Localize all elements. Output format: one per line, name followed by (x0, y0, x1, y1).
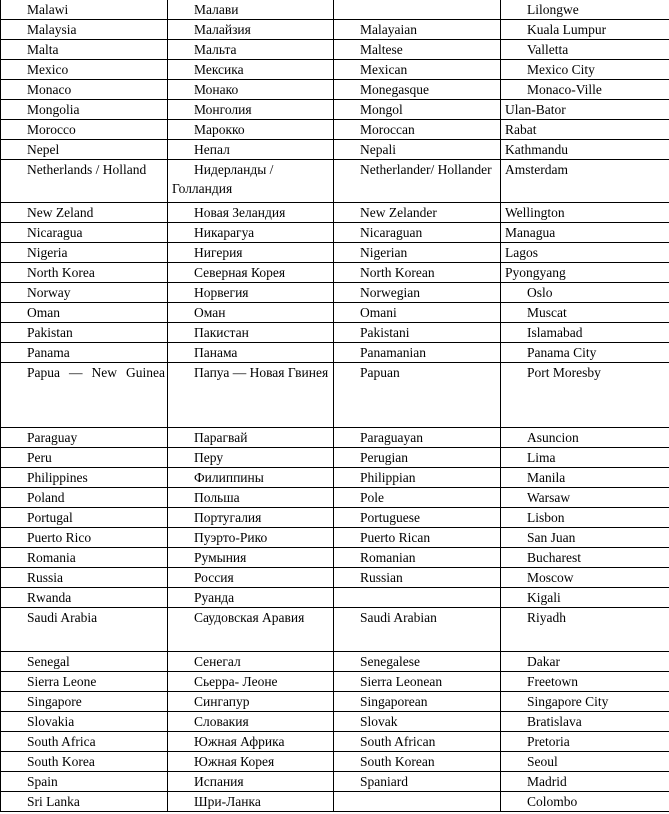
capital-cell: Lagos (501, 243, 669, 263)
capital-cell: Bratislava (501, 712, 669, 732)
nationality-cell: Slovak (334, 712, 501, 732)
nationality-cell: Singaporean (334, 692, 501, 712)
country-cell: Mexico (1, 60, 168, 80)
capital-cell: Oslo (501, 283, 669, 303)
nationality-cell: Puerto Rican (334, 528, 501, 548)
table-row (1, 488, 669, 508)
nationality-cell: North Korean (334, 263, 501, 283)
nationality-cell: New Zelander (334, 203, 501, 223)
capital-cell: Dakar (501, 652, 669, 672)
country-cell: Mongolia (1, 100, 168, 120)
country-cell: Malta (1, 40, 168, 60)
capital-cell: Pretoria (501, 732, 669, 752)
country-cell: Pakistan (1, 323, 168, 343)
nationality-cell (334, 0, 501, 20)
table-row (1, 672, 669, 692)
russian-name-cell: Перу (168, 448, 334, 468)
table-row (1, 100, 669, 120)
capital-cell: Bucharest (501, 548, 669, 568)
table-row (1, 20, 669, 40)
table-row (1, 712, 669, 732)
country-cell: South Korea (1, 752, 168, 772)
capital-cell: Lisbon (501, 508, 669, 528)
country-cell: Peru (1, 448, 168, 468)
table-row (1, 528, 669, 548)
capital-cell: Monaco-Ville (501, 80, 669, 100)
nationality-cell: Pole (334, 488, 501, 508)
nationality-cell: Mexican (334, 60, 501, 80)
nationality-cell: South African (334, 732, 501, 752)
russian-name-cell: Монголия (168, 100, 334, 120)
capital-cell: Asuncion (501, 428, 669, 448)
nationality-cell: Nicaraguan (334, 223, 501, 243)
country-cell: Nicaragua (1, 223, 168, 243)
country-cell: Portugal (1, 508, 168, 528)
russian-name-cell: Панама (168, 343, 334, 363)
capital-cell: Rabat (501, 120, 669, 140)
nationality-cell: Perugian (334, 448, 501, 468)
nationality-cell: Papuan (334, 363, 501, 428)
russian-name-cell: Польша (168, 488, 334, 508)
russian-name-cell: Марокко (168, 120, 334, 140)
table-row (1, 203, 669, 223)
russian-name-cell: Россия (168, 568, 334, 588)
russian-name-cell: Малави (168, 0, 334, 20)
country-cell: Poland (1, 488, 168, 508)
country-cell: Nepel (1, 140, 168, 160)
russian-name-cell: Сьерра- Леоне (168, 672, 334, 692)
capital-cell: Singapore City (501, 692, 669, 712)
country-cell: Paraguay (1, 428, 168, 448)
russian-name-cell: Мальта (168, 40, 334, 60)
capital-cell: Panama City (501, 343, 669, 363)
nationality-cell: Senegalese (334, 652, 501, 672)
nationality-cell: Paraguayan (334, 428, 501, 448)
russian-name-cell: Словакия (168, 712, 334, 732)
table-row (1, 223, 669, 243)
table-row (1, 120, 669, 140)
nationality-cell: Netherlander/ Hollander (334, 160, 501, 203)
table-row (1, 692, 669, 712)
country-cell: Sierra Leone (1, 672, 168, 692)
nationality-cell (334, 588, 501, 608)
country-cell: Senegal (1, 652, 168, 672)
russian-name-cell: Непал (168, 140, 334, 160)
capital-cell: Freetown (501, 672, 669, 692)
table-row (1, 732, 669, 752)
country-cell: Morocco (1, 120, 168, 140)
table-row (1, 140, 669, 160)
country-cell: Spain (1, 772, 168, 792)
nationality-cell: Panamanian (334, 343, 501, 363)
capital-cell: Lilongwe (501, 0, 669, 20)
nationality-cell: South Korean (334, 752, 501, 772)
russian-name-cell: Новая Зеландия (168, 203, 334, 223)
table-row (1, 792, 669, 812)
country-cell: Panama (1, 343, 168, 363)
russian-name-cell: Шри-Ланка (168, 792, 334, 812)
country-cell: Netherlands / Holland (1, 160, 168, 203)
capital-cell: Islamabad (501, 323, 669, 343)
country-cell: North Korea (1, 263, 168, 283)
capital-cell: Riyadh (501, 608, 669, 652)
capital-cell: Pyongyang (501, 263, 669, 283)
russian-name-cell: Пуэрто-Рико (168, 528, 334, 548)
nationality-cell: Norwegian (334, 283, 501, 303)
country-cell: Russia (1, 568, 168, 588)
russian-name-cell: Оман (168, 303, 334, 323)
nationality-cell: Russian (334, 568, 501, 588)
country-cell: Monaco (1, 80, 168, 100)
russian-name-cell: Румыния (168, 548, 334, 568)
nationality-cell: Monegasque (334, 80, 501, 100)
country-cell: Rwanda (1, 588, 168, 608)
russian-name-cell: Южная Корея (168, 752, 334, 772)
capital-cell: Moscow (501, 568, 669, 588)
russian-name-cell: Сенегал (168, 652, 334, 672)
capital-cell: Manila (501, 468, 669, 488)
table-row (1, 548, 669, 568)
capital-cell: Kigali (501, 588, 669, 608)
table-row (1, 568, 669, 588)
table-row (1, 363, 669, 428)
table-row (1, 343, 669, 363)
country-cell: South Africa (1, 732, 168, 752)
nationality-cell: Maltese (334, 40, 501, 60)
russian-name-cell: Никарагуа (168, 223, 334, 243)
table-row (1, 283, 669, 303)
capital-cell: Lima (501, 448, 669, 468)
nationality-cell: Saudi Arabian (334, 608, 501, 652)
country-cell: Sri Lanka (1, 792, 168, 812)
nationality-cell: Philippian (334, 468, 501, 488)
table-row (1, 428, 669, 448)
nationality-cell: Pakistani (334, 323, 501, 343)
russian-name-cell: Испания (168, 772, 334, 792)
capital-cell: Mexico City (501, 60, 669, 80)
table-row (1, 508, 669, 528)
capital-cell: Colombo (501, 792, 669, 812)
nationality-cell: Omani (334, 303, 501, 323)
russian-name-cell: Саудовская Аравия (168, 608, 334, 652)
nationality-cell: Portuguese (334, 508, 501, 528)
russian-name-cell: Северная Корея (168, 263, 334, 283)
table-row (1, 323, 669, 343)
nationality-cell: Sierra Leonean (334, 672, 501, 692)
country-cell: Norway (1, 283, 168, 303)
nationality-cell: Malayaian (334, 20, 501, 40)
table-row (1, 263, 669, 283)
capital-cell: Amsterdam (501, 160, 669, 203)
country-cell: Philippines (1, 468, 168, 488)
country-cell: Nigeria (1, 243, 168, 263)
russian-name-cell: Руанда (168, 588, 334, 608)
nationality-cell: Nigerian (334, 243, 501, 263)
country-cell: Papua — New Guinea (1, 363, 168, 428)
russian-name-cell: Филиппины (168, 468, 334, 488)
capital-cell: Port Moresby (501, 363, 669, 428)
russian-name-cell: Португалия (168, 508, 334, 528)
table-row (1, 0, 669, 20)
table-row (1, 40, 669, 60)
table-row (1, 608, 669, 652)
nationality-cell: Moroccan (334, 120, 501, 140)
table-row (1, 468, 669, 488)
russian-name-cell: Нигерия (168, 243, 334, 263)
table-row (1, 160, 669, 203)
nationality-cell: Romanian (334, 548, 501, 568)
capital-cell: Wellington (501, 203, 669, 223)
russian-name-cell: Нидерланды / Голландия (168, 160, 334, 203)
capital-cell: Warsaw (501, 488, 669, 508)
country-cell: Romania (1, 548, 168, 568)
country-cell: Oman (1, 303, 168, 323)
table-row (1, 60, 669, 80)
table-row (1, 80, 669, 100)
capital-cell: Valletta (501, 40, 669, 60)
nationality-cell (334, 792, 501, 812)
russian-name-cell: Норвегия (168, 283, 334, 303)
capital-cell: Seoul (501, 752, 669, 772)
russian-name-cell: Парагвай (168, 428, 334, 448)
capital-cell: Kuala Lumpur (501, 20, 669, 40)
country-cell: Slovakia (1, 712, 168, 732)
table-row (1, 243, 669, 263)
capital-cell: Muscat (501, 303, 669, 323)
country-cell: Singapore (1, 692, 168, 712)
nationality-cell: Spaniard (334, 772, 501, 792)
capital-cell: Madrid (501, 772, 669, 792)
table-row (1, 588, 669, 608)
russian-name-cell: Пакистан (168, 323, 334, 343)
capital-cell: Kathmandu (501, 140, 669, 160)
table-row (1, 652, 669, 672)
table-row (1, 303, 669, 323)
nationality-cell: Nepali (334, 140, 501, 160)
russian-name-cell: Южная Африка (168, 732, 334, 752)
country-cell: Saudi Arabia (1, 608, 168, 652)
country-cell: Malaysia (1, 20, 168, 40)
table-row (1, 772, 669, 792)
country-cell: Puerto Rico (1, 528, 168, 548)
capital-cell: San Juan (501, 528, 669, 548)
table-row (1, 448, 669, 468)
capital-cell: Ulan-Bator (501, 100, 669, 120)
nationality-cell: Mongol (334, 100, 501, 120)
country-cell: Malawi (1, 0, 168, 20)
russian-name-cell: Малайзия (168, 20, 334, 40)
table-row (1, 752, 669, 772)
russian-name-cell: Папуа — Новая Гвинея (168, 363, 334, 428)
russian-name-cell: Сингапур (168, 692, 334, 712)
russian-name-cell: Мексика (168, 60, 334, 80)
country-cell: New Zeland (1, 203, 168, 223)
russian-name-cell: Монако (168, 80, 334, 100)
capital-cell: Managua (501, 223, 669, 243)
